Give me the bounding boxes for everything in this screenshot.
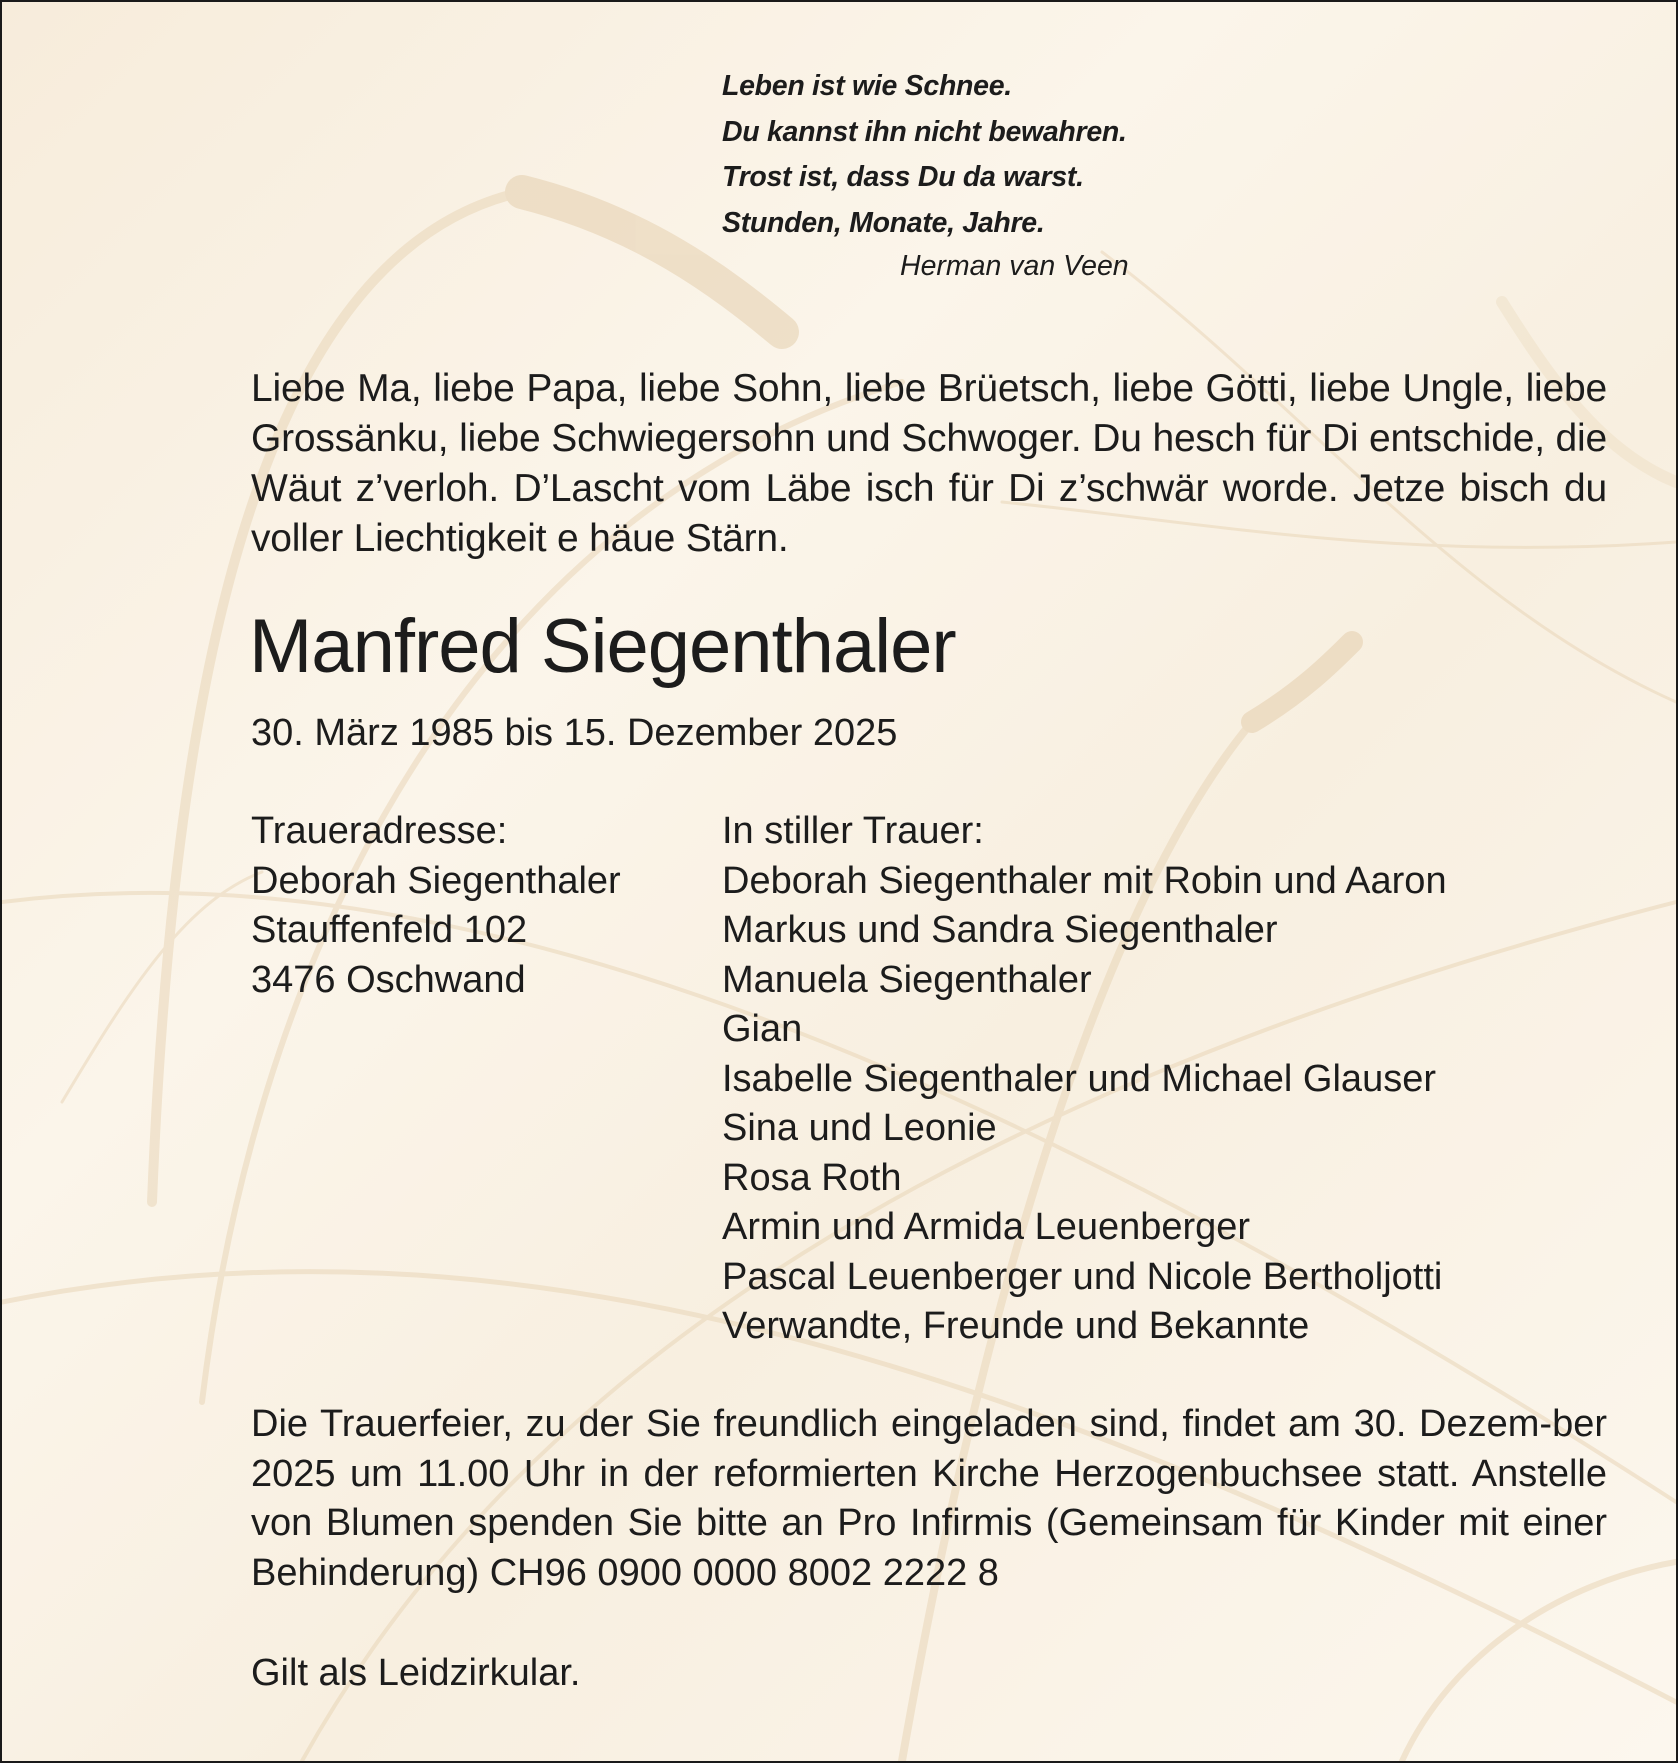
life-dates: 30. März 1985 bis 15. Dezember 2025 (251, 712, 898, 754)
deceased-name: Manfred Siegenthaler (249, 604, 956, 689)
mourners-list (722, 807, 1447, 1352)
address-line: Deborah Siegenthaler (251, 859, 621, 902)
quote-line: Du kannst ihn nicht bewahren. (722, 115, 1127, 148)
mourner-entry: Deborah Siegenthaler mit Robin und Aaron (722, 859, 1447, 902)
intro-text: Liebe Ma, liebe Papa, liebe Sohn, liebe Brüetsch, liebe Götti, liebe Ungle, liebe Grossänku, liebe Schwiegersohn und Schwoger. Du hesch für Di entschide, die Wäut z’verloh. D’Lascht vom Läbe isch für Di z’schwär worde. Jetze bisch du voller Liechtigkeit e häue Stärn. (251, 367, 1607, 560)
mourning-address (251, 807, 621, 1005)
mourner-entry: Markus und Sandra Siegenthaler (722, 909, 1278, 951)
mourners-heading: In stiller Trauer: (722, 810, 984, 852)
quote-author: Herman van Veen (900, 250, 1129, 282)
quote-block (722, 64, 1127, 246)
mourner-entry: Pascal Leuenberger und Nicole Bertholjotti (722, 1255, 1443, 1298)
mourner-entry: Gian (722, 1008, 803, 1050)
mourner-entry: Verwandte, Freunde und Bekannte (722, 1305, 1310, 1347)
quote-line: Leben ist wie Schnee. (722, 70, 1012, 102)
address-line: 3476 Oschwand (251, 958, 526, 1001)
quote-line: Trost ist, dass Du da warst. (722, 161, 1084, 193)
mourner-entry: Rosa Roth (722, 1156, 902, 1199)
mourner-entry: Manuela Siegenthaler (722, 958, 1092, 1001)
address-heading: Traueradresse: (251, 810, 508, 852)
address-line: Stauffenfeld 102 (251, 909, 528, 951)
quote-line: Stunden, Monate, Jahre. (722, 206, 1045, 239)
mourner-entry: Sina und Leonie (722, 1107, 997, 1149)
mourner-entry: Isabelle Siegenthaler und Michael Glauser (722, 1057, 1436, 1100)
mourner-entry: Armin und Armida Leuenberger (722, 1206, 1251, 1248)
ceremony-text: Die Trauerfeier, zu der Sie freundlich eingeladen sind, findet am 30. Dezem-ber 2025 um 11.00 Uhr in der reformierten Kirche Herzogenbuchsee statt. Anstelle von Blumen spenden Sie bitte an Pro Infirmis (Gemeinsam für Kinder mit einer Behinderung) CH96 0900 0000 8002 2222 8 (251, 1403, 1607, 1594)
circular-notice: Gilt als Leidzirkular. (251, 1652, 581, 1694)
